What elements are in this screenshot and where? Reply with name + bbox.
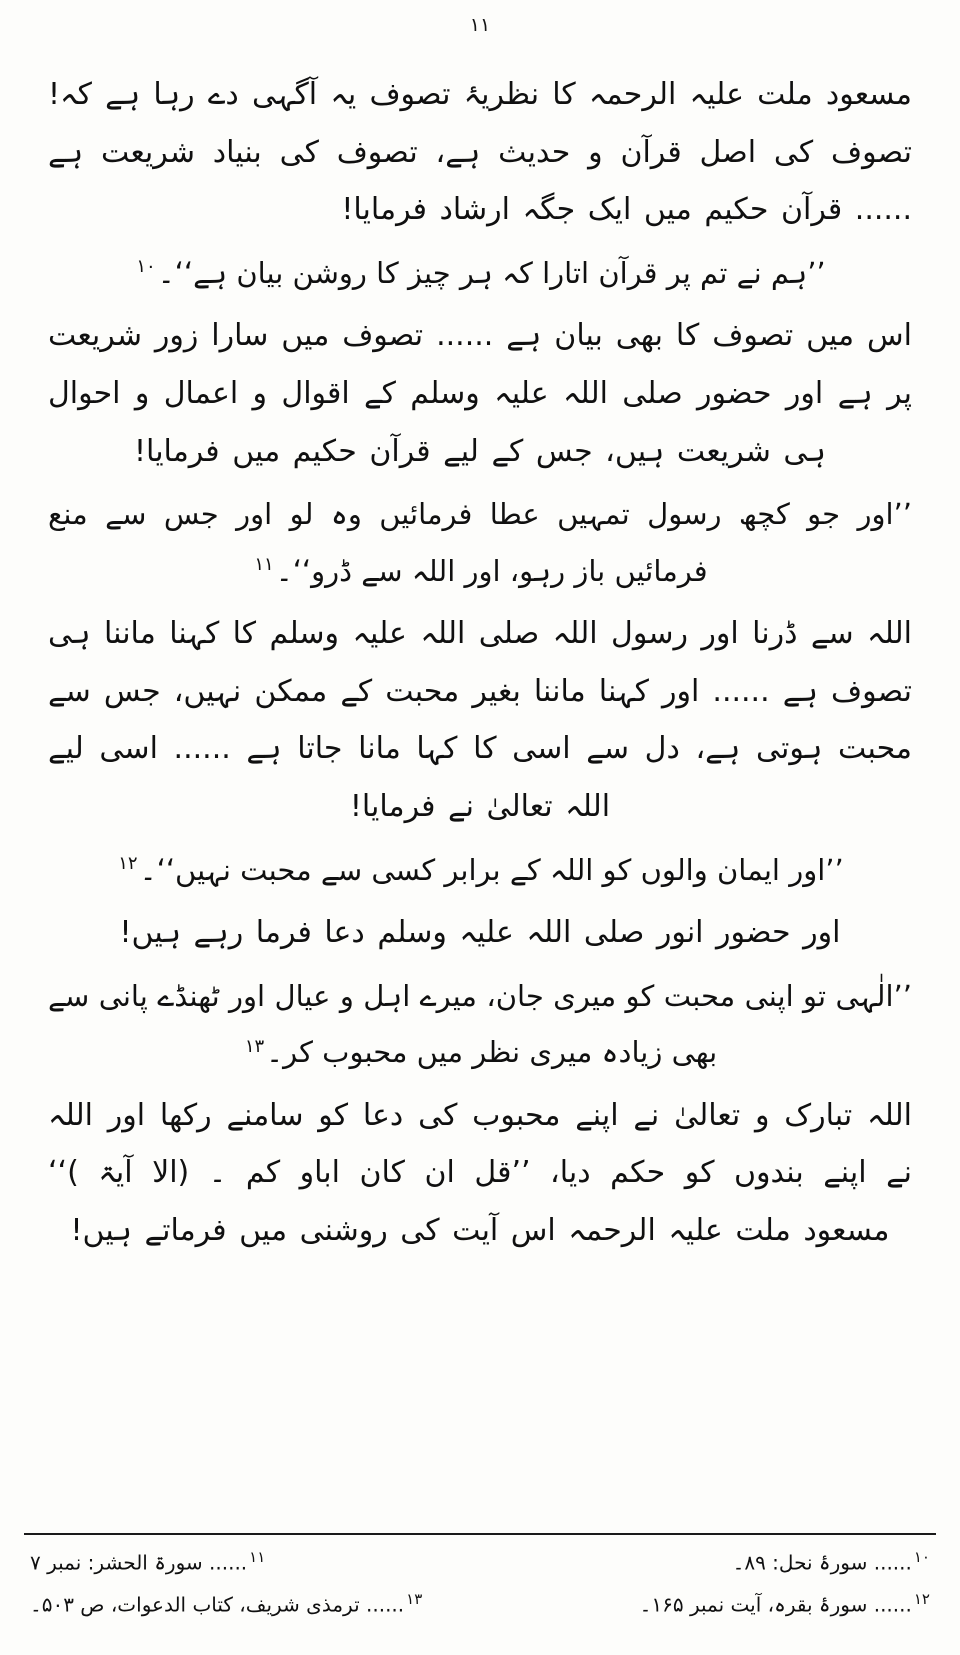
page-body bbox=[48, 66, 912, 1266]
paragraph-5: اللہ تبارک و تعالیٰ نے اپنے محبوب کی دعا کو سامنے رکھا اور اللہ نے اپنے بندوں کو حکم دیا، ’’قل ان کان اباو کم ۔ (الا آیۃ )‘‘ مسعود ملت علیہ الرحمہ اس آیت کی روشنی میں فرماتے ہیں! bbox=[48, 1097, 912, 1248]
footnote-row-1 bbox=[30, 1544, 930, 1581]
quotation-1 bbox=[48, 245, 912, 302]
quotation-3 bbox=[48, 842, 912, 899]
footnote-12-number: ۱۲ bbox=[913, 1590, 930, 1609]
footnote-11-text: ...... سورۃ الحشر: نمبر ۷ bbox=[30, 1550, 248, 1575]
paragraph-4: اور حضور انور صلی اللہ علیہ وسلم دعا فرما رہے ہیں! bbox=[119, 915, 841, 951]
page-number: ۱۱ bbox=[469, 14, 491, 36]
footnote-divider bbox=[24, 1533, 936, 1535]
quotation-4 bbox=[48, 968, 912, 1081]
footnote-marker-13: ۱۳ bbox=[244, 1035, 265, 1057]
footnote-13-text: ...... ترمذی شریف، کتاب الدعوات، ص ۵۰۳۔ bbox=[30, 1593, 405, 1617]
footnote-marker-12: ۱۲ bbox=[118, 852, 138, 874]
footnote-10-number: ۱۰ bbox=[913, 1547, 930, 1566]
footnote-11 bbox=[30, 1544, 265, 1581]
footnote-10 bbox=[733, 1544, 930, 1581]
footnote-marker-11: ۱۱ bbox=[254, 554, 274, 575]
paragraph-1: مسعود ملت علیہ الرحمہ کا نظریۂ تصوف یہ آگہی دے رہا ہے کہ! تصوف کی اصل قرآن و حدیث ہے، تصوف کی بنیاد شریعت ہے ...... قرآن حکیم میں ایک جگہ ارشاد فرمایا! bbox=[48, 77, 912, 228]
quotation-2 bbox=[48, 486, 912, 599]
footnote-12-text: ...... سورۂ بقرہ، آیت نمبر ۱۶۵۔ bbox=[639, 1593, 912, 1617]
footnote-13 bbox=[30, 1586, 422, 1623]
quotation-3-text: ’’اور ایمان والوں کو اللہ کے برابر کسی سے محبت نہیں‘‘۔ bbox=[139, 852, 844, 887]
paragraph-2: اس میں تصوف کا بھی بیان ہے ...... تصوف میں سارا زور شریعت پر ہے اور حضور صلی اللہ علیہ وسلم کے اقوال و اعمال و احوال ہی شریعت ہیں، جس کے لیے قرآن حکیم میں فرمایا! bbox=[48, 318, 912, 469]
footnote-row-2 bbox=[30, 1586, 930, 1623]
quotation-2-text: ’’اور جو کچھ رسول تمہیں عطا فرمائیں وہ لو اور جس سے منع فرمائیں باز رہو، اور اللہ سے ڈرو‘‘۔ bbox=[48, 497, 912, 588]
footnote-11-number: ۱۱ bbox=[249, 1547, 266, 1566]
quotation-1-text: ’’ہم نے تم پر قرآن اتارا کہ ہر چیز کا روشن بیان ہے‘‘۔ bbox=[157, 255, 826, 290]
footnote-12 bbox=[640, 1586, 930, 1623]
footnote-marker-10: ۱۰ bbox=[136, 256, 156, 278]
footnote-13-number: ۱۳ bbox=[406, 1590, 423, 1609]
paragraph-3: اللہ سے ڈرنا اور رسول اللہ صلی اللہ علیہ وسلم کا کہنا ماننا ہی تصوف ہے ...... اور کہنا ماننا بغیر محبت کے ممکن نہیں، جس سے محبت ہوتی ہے، دل سے اسی کا کہا مانا جاتا ہے ...... اسی لیے اللہ تعالیٰ نے فرمایا! bbox=[48, 616, 912, 824]
footnote-10-text: ...... سورۂ نحل: ۸۹۔ bbox=[732, 1550, 912, 1575]
quotation-4-text: ’’الٰہی تو اپنی محبت کو میری جان، میرے اہل و عیال اور ٹھنڈے پانی سے بھی زیادہ میری نظر میں محبوب کر۔ bbox=[48, 978, 912, 1070]
footnote-area bbox=[30, 1544, 930, 1629]
